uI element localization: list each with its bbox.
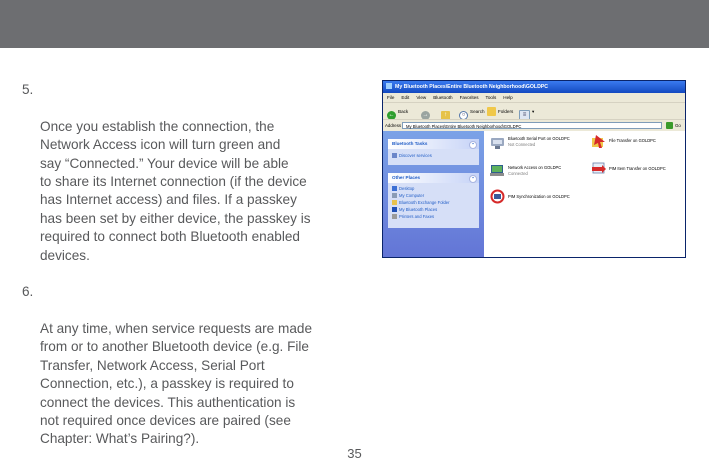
place-link-label: My Bluetooth Places bbox=[399, 207, 438, 212]
folder-icon bbox=[392, 200, 397, 205]
place-link[interactable] bbox=[388, 192, 479, 199]
forward-arrow-icon: → bbox=[422, 112, 429, 118]
address-input[interactable] bbox=[402, 122, 662, 129]
bluetooth-window-screenshot bbox=[382, 80, 686, 258]
go-label[interactable]: Go bbox=[675, 123, 681, 128]
place-link[interactable] bbox=[388, 199, 479, 206]
other-places-header[interactable] bbox=[388, 173, 479, 183]
service-name: PIM Synchronization on GOLDPC bbox=[508, 194, 570, 199]
go-icon[interactable] bbox=[666, 122, 673, 129]
service-label bbox=[609, 166, 666, 172]
back-label: Back bbox=[398, 109, 409, 114]
service-label bbox=[508, 165, 561, 177]
menu-favorites[interactable]: Favorites bbox=[459, 95, 479, 100]
collapse-chevron-icon[interactable]: ⌃ bbox=[469, 175, 477, 183]
up-folder-icon: ↑ bbox=[441, 111, 450, 120]
menu-view[interactable]: View bbox=[416, 95, 427, 100]
instruction-step bbox=[22, 81, 332, 265]
menu-file[interactable]: File bbox=[387, 95, 395, 100]
header-band bbox=[0, 0, 709, 48]
folders-label: Folders bbox=[498, 109, 514, 114]
window-titlebar bbox=[383, 81, 685, 93]
collapse-chevron-icon[interactable]: ⌃ bbox=[469, 141, 477, 149]
back-arrow-icon: ← bbox=[388, 112, 395, 118]
service-name: File Transfer on GOLDPC bbox=[609, 138, 656, 143]
pim-synchronization-icon bbox=[489, 189, 506, 204]
place-link-label: Printers and Faxes bbox=[399, 214, 435, 219]
step-number: 5. bbox=[22, 82, 34, 97]
service-label bbox=[609, 138, 656, 144]
views-icon: ≡ bbox=[519, 110, 530, 121]
task-link[interactable] bbox=[388, 152, 479, 159]
back-button[interactable] bbox=[387, 107, 408, 117]
folder-icon bbox=[386, 83, 392, 89]
bluetooth-tasks-header[interactable] bbox=[388, 139, 479, 149]
folders-icon bbox=[487, 107, 496, 116]
service-name: Bluetooth Serial Port on GOLDPC bbox=[508, 136, 570, 141]
step-text: At any time, when service requests are made from or to another Bluetooth device (e.g. File Transfer, Network Access, Serial Port Connection, etc.), a passkey is required to connect the devices. This authentication is not required once devices are paired (see Chapter: What’s Pairing?). bbox=[40, 320, 313, 447]
place-link-label: Desktop bbox=[399, 186, 415, 191]
computer-icon bbox=[392, 193, 397, 198]
search-button[interactable] bbox=[459, 107, 485, 117]
pim-item-transfer-icon bbox=[590, 161, 607, 176]
place-link[interactable] bbox=[388, 213, 479, 220]
window-title: My Bluetooth Places\Entire Bluetooth Neighborhood\GOLDPC bbox=[395, 84, 549, 90]
task-link-label: Discover services bbox=[399, 153, 432, 158]
service-name: PIM Item Transfer on GOLDPC bbox=[609, 166, 666, 171]
toolbar bbox=[383, 102, 685, 120]
desktop-icon bbox=[392, 186, 397, 191]
address-bar bbox=[383, 119, 685, 131]
menu-help[interactable]: Help bbox=[503, 95, 513, 100]
place-link-label: My Computer bbox=[399, 193, 425, 198]
search-label: Search bbox=[470, 109, 485, 114]
chevron-down-icon: ▾ bbox=[532, 109, 535, 114]
service-status: Connected bbox=[508, 171, 528, 176]
search-icon: ○ bbox=[459, 111, 468, 120]
forward-button[interactable] bbox=[421, 107, 432, 117]
content-pane bbox=[484, 131, 685, 257]
instruction-list bbox=[22, 81, 332, 449]
service-label bbox=[508, 194, 570, 200]
bluetooth-icon bbox=[392, 207, 397, 212]
other-places-panel bbox=[388, 173, 479, 228]
service-status: Not Connected bbox=[508, 142, 536, 147]
bluetooth-tasks-panel bbox=[388, 139, 479, 165]
step-text: Once you establish the connection, the Network Access icon will turn green and say “Connected.” Your device will be able to share its Internet connection (if the device has Internet access) and files. If a passkey has been set by either device, the passkey is required to connect both Bluetooth enabled devices. bbox=[40, 118, 311, 263]
address-label: Address bbox=[385, 123, 402, 128]
discover-icon bbox=[392, 153, 397, 158]
service-label bbox=[508, 136, 570, 148]
printer-icon bbox=[392, 214, 397, 219]
menu-bar bbox=[383, 93, 685, 102]
instruction-step bbox=[22, 283, 332, 449]
folders-button[interactable] bbox=[487, 107, 513, 117]
task-pane bbox=[383, 131, 484, 257]
place-link[interactable] bbox=[388, 206, 479, 213]
step-number: 6. bbox=[22, 284, 34, 300]
views-button[interactable] bbox=[519, 107, 534, 117]
service-name: Network Access on GOLDPC bbox=[508, 165, 562, 170]
network-access-icon bbox=[489, 163, 506, 178]
address-value: My Bluetooth Places\Entire Bluetooth Neighborhood\GOLDPC bbox=[406, 124, 522, 129]
menu-edit[interactable]: Edit bbox=[401, 95, 410, 100]
menu-bluetooth[interactable]: Bluetooth bbox=[433, 95, 453, 100]
other-places-title: Other Places bbox=[392, 175, 421, 180]
bluetooth-tasks-title: Bluetooth Tasks bbox=[392, 141, 428, 146]
place-link-label: Bluetooth Exchange Folder bbox=[399, 200, 450, 205]
file-transfer-icon bbox=[590, 134, 607, 149]
menu-tools[interactable]: Tools bbox=[485, 95, 497, 100]
serial-port-icon bbox=[489, 135, 506, 150]
place-link[interactable] bbox=[388, 185, 479, 192]
page-number: 35 bbox=[347, 446, 362, 461]
up-folder-button[interactable] bbox=[441, 107, 452, 117]
